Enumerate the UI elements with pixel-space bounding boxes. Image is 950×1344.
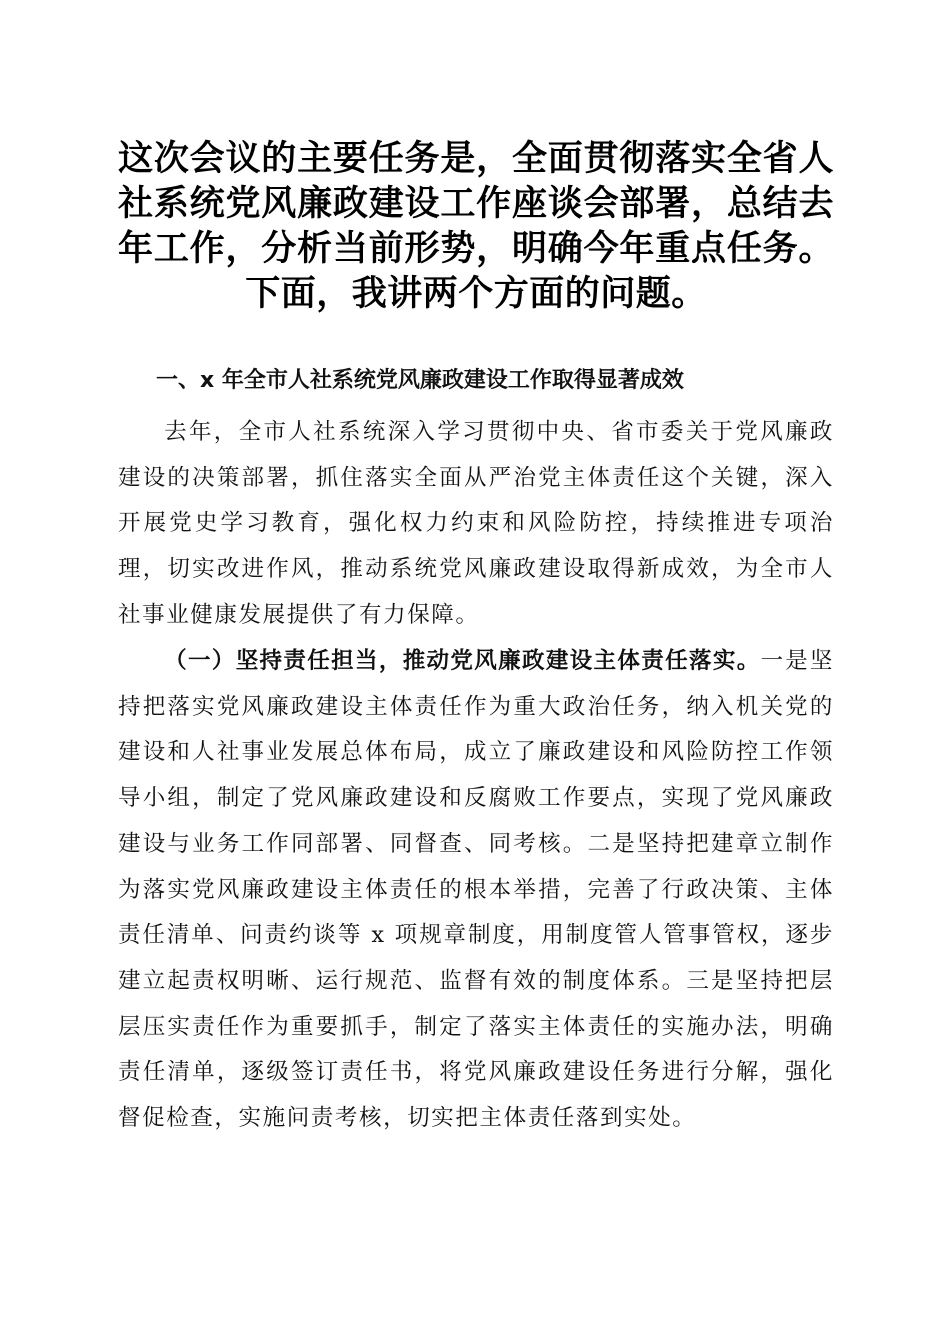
paragraph-body-text: 一是坚持把落实党风廉政建设主体责任作为重大政治任务，纳入机关党的建设和人社事业发展总体布局，成立了廉政建设和风险防控工作领导小组，制定了党风廉政建设和反腐败工作要点，实现了党风廉政建设与业务工作同部署、同督查、同考核。二是坚持把建章立制作为落实党风廉政建设主体责任的根本举措，完善了行政决策、主体责任清单、问责约谈等 x 项规章制度，用制度管人管事管权，逐步建立起责权明晰、运行规范、监督有效的制度体系。三是坚持把层层压实责任作为重要抓手，制定了落实主体责任的实施办法，明确责任清单，逐级签订责任书，将党风廉政建设任务进行分解，强化督促检查，实施问责考核，切实把主体责任落到实处。 <box>118 648 834 1132</box>
paragraph-lead-heading: （一）坚持责任担当，推动党风廉政建设主体责任落实。 <box>164 648 761 674</box>
document-title: 这次会议的主要任务是，全面贯彻落实全省人社系统党风廉政建设工作座谈会部署，总结去年工作，分析当前形势，明确今年重点任务。下面，我讲两个方面的问题。 <box>118 138 834 314</box>
section-heading-one: 一、x 年全市人社系统党风廉政建设工作取得显著成效 <box>156 368 684 393</box>
paragraph-summary: 去年，全市人社系统深入学习贯彻中央、省市委关于党风廉政建设的决策部署，抓住落实全面从严治党主体责任这个关键，深入开展党史学习教育，强化权力约束和风险防控，持续推进专项治理，切实改进作风，推动系统党风廉政建设取得新成效，为全市人社事业健康发展提供了有力保障。 <box>118 419 834 628</box>
paragraph-responsibility <box>118 639 834 1142</box>
